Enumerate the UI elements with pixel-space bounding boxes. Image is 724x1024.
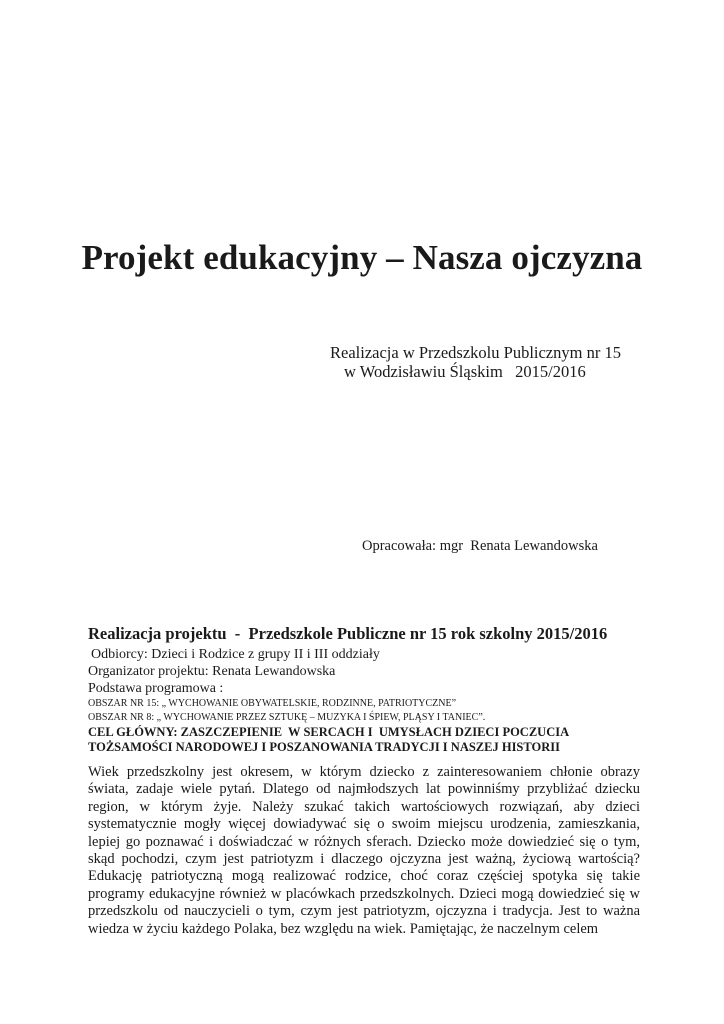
author-credit: Opracowała: mgr Renata Lewandowska xyxy=(362,538,598,554)
project-info-section xyxy=(88,624,648,755)
curriculum-basis-line: Podstawa programowa : xyxy=(88,681,224,696)
area-15-line: OBSZAR NR 15: „ WYCHOWANIE OBYWATELSKIE, RODZINNE, PATRIOTYCZNE” xyxy=(88,698,457,709)
body-paragraph xyxy=(88,764,640,938)
main-goal-line-1: CEL GŁÓWNY: ZASZCZEPIENIE W SERCACH I UMYSŁACH DZIECI POCZUCIA xyxy=(88,725,570,739)
main-goal-line-2: TOŻSAMOŚCI NARODOWEJ I POSZANOWANIA TRADYCJI I NASZEJ HISTORII xyxy=(88,740,560,754)
organizer-line: Organizator projektu: Renata Lewandowska xyxy=(88,664,336,679)
project-info-heading: Realizacja projektu - Przedszkole Publiczne nr 15 rok szkolny 2015/2016 xyxy=(88,624,608,643)
realization-line-1: Realizacja w Przedszkolu Publicznym nr 15 xyxy=(330,343,621,362)
recipients-line: Odbiorcy: Dzieci i Rodzice z grupy II i III oddziały xyxy=(91,647,380,662)
area-8-line: OBSZAR NR 8: „ WYCHOWANIE PRZEZ SZTUKĘ – MUZYKA I ŚPIEW, PLĄSY I TANIEC”. xyxy=(88,712,486,723)
realization-line-2: w Wodzisławiu Śląskim 2015/2016 xyxy=(344,362,586,381)
document-title: Projekt edukacyjny – Nasza ojczyzna xyxy=(81,238,643,277)
body-paragraph-text: Wiek przedszkolny jest okresem, w którym dziecko z zainteresowaniem chłonie obrazy świata, zadaje wiele pytań. Dlatego od najmłodszych lat powinniśmy przybliżać dziecku region, w którym żyje. Należy szukać takich wartościowych rozwiązań, aby dzieci systematycznie mogły więcej dowiadywać się o swoim miejscu urodzenia, zamieszkania, lepiej go poznawać i doświadczać w różnych sferach. Dziecko może dowiedzieć się o tym, skąd pochodzi, czym jest patriotyzm i dlaczego ojczyzna jest ważną, życiową wartością? Edukację patriotyczną mogą realizować rodzice, choć coraz częściej spotyka się takie programy edukacyjne również w placówkach przedszkolnych. Dzieci mogą dowiedzieć się w przedszkolu od nauczycieli o tym, czym jest patriotyzm, ojczyzna i tradycja. Jest to ważna wiedza w życiu każdego Polaka, bez względu na wiek. Pamiętając, że naczelnym celem xyxy=(88,764,640,937)
realization-info xyxy=(330,343,621,381)
